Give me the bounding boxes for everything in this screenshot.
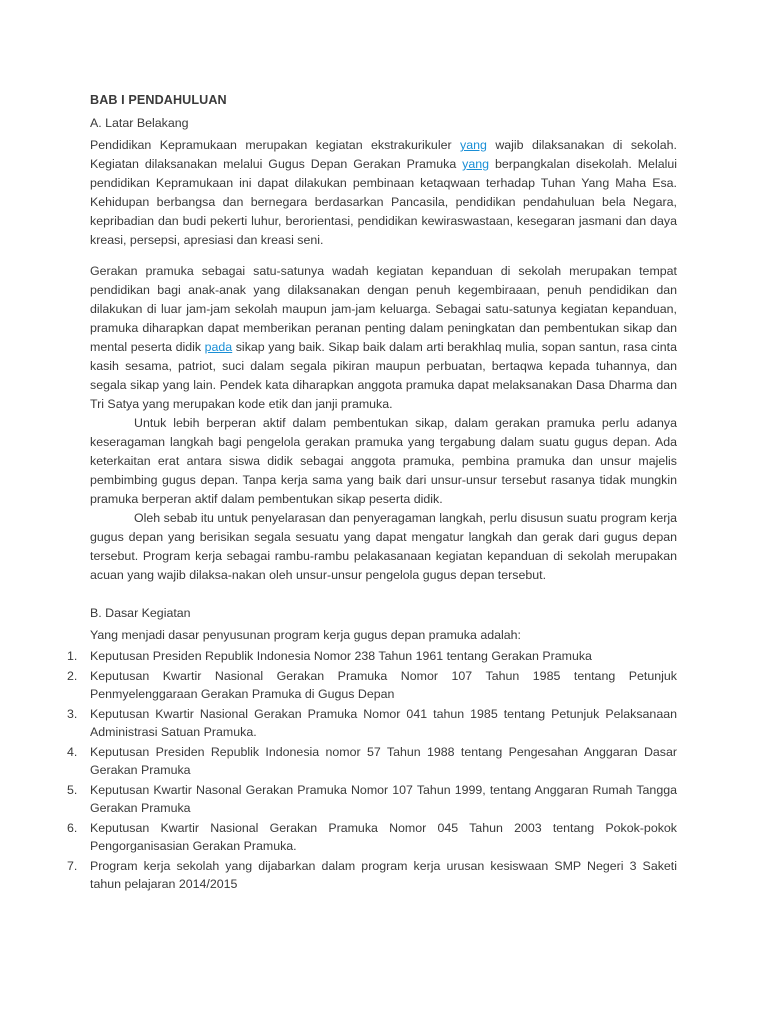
list-item <box>67 667 677 704</box>
list-item <box>67 705 677 742</box>
list-item-text: Keputusan Kwartir Nasional Gerakan Pramuka Nomor 045 Tahun 2003 tentang Pokok-pokok Pengorganisasian Gerakan Pramuka. <box>90 820 677 853</box>
list-item-number: 1. <box>67 649 78 663</box>
paragraph-1-text-2: wajib dilaksanakan di sekolah. Kegiatan dilaksanakan melalui Gugus Depan Gerakan Pramuka <box>90 138 677 171</box>
list-item <box>67 857 677 894</box>
list-item-text: Keputusan Presiden Republik Indonesia Nomor 238 Tahun 1961 tentang Gerakan Pramuka <box>90 649 592 663</box>
list-intro: Yang menjadi dasar penyusunan program kerja gugus depan pramuka adalah: <box>90 628 521 642</box>
section-heading-latar-belakang: A. Latar Belakang <box>90 116 189 130</box>
chapter-title: BAB I PENDAHULUAN <box>90 93 227 107</box>
paragraph-1-text-3: berpangkalan disekolah. Melalui pendidikan Kepramukaan ini dapat dilakukan pembinaan ketaqwaan terhadap Tuhan Yang Maha Esa. Kehidupan berbangsa dan bernegara berdasarkan Pancasila, pendidikan pendahuluan bela Negara, kepribadian dan budi pekerti luhur, berorientasi, pendidikan kewiraswastaan, kesegaran jasmani dan daya kreasi, persepsi, apresiasi dan kreasi seni. <box>90 157 677 247</box>
list-item-number: 7. <box>67 858 78 873</box>
list-item <box>67 781 677 818</box>
list-item <box>67 647 677 666</box>
dasar-kegiatan-list <box>67 647 677 894</box>
paragraph-2-text-1: Gerakan pramuka sebagai satu-satunya wadah kegiatan kepanduan di sekolah merupakan tempat pendidikan bagi anak-anak yang dilaksanakan dengan penuh kegembiraaan, penuh pendidikan dan dilakukan di luar jam-jam sekolah maupun jam-jam keluarga. Sebagai satu-satunya kegiatan kepanduan, pramuka diharapkan dapat memberikan peranan penting dalam peningkatan dan pembentukan sikap dan mental peserta didik <box>90 264 677 354</box>
link-yang-2[interactable]: yang <box>462 157 490 171</box>
list-item-text: Keputusan Kwartir Nasional Gerakan Pramuka Nomor 107 Tahun 1985 tentang Petunjuk Penmyelenggaraan Gerakan Pramuka di Gugus Depan <box>90 668 677 701</box>
list-item-number: 4. <box>67 744 78 759</box>
section-heading-dasar-kegiatan: B. Dasar Kegiatan <box>90 606 191 620</box>
paragraph-2 <box>90 262 677 414</box>
list-item-number: 5. <box>67 782 78 797</box>
list-item-text: Program kerja sekolah yang dijabarkan dalam program kerja urusan kesiswaan SMP Negeri 3 Saketi tahun pelajaran 2014/2015 <box>90 858 677 891</box>
link-yang-1[interactable]: yang <box>460 138 487 152</box>
list-item-number: 2. <box>67 668 78 683</box>
link-pada[interactable]: pada <box>204 340 233 354</box>
list-item <box>67 819 677 856</box>
paragraph-1-text-1: Pendidikan Kepramukaan merupakan kegiatan ekstrakurikuler <box>90 138 461 152</box>
paragraph-3: Untuk lebih berperan aktif dalam pembentukan sikap, dalam gerakan pramuka perlu adanya keseragaman langkah bagi pengelola gerakan pramuka yang tergabung dalam suatu gugus depan. Ada keterkaitan erat antara siswa didik sebagai anggota pramuka, pembina pramuka dan unsur majelis pembimbing gugus depan. Tanpa kerja sama yang baik dari unsur-unsur tersebut rasanya tidak mungkin pramuka berperan aktif dalam pembentukan sikap peserta didik. <box>90 416 677 506</box>
paragraph-1 <box>90 136 677 250</box>
list-item-number: 3. <box>67 706 78 721</box>
list-item-number: 6. <box>67 820 78 835</box>
document-page <box>67 93 677 895</box>
paragraph-2-text-2: sikap yang baik. Sikap baik dalam arti berakhlaq mulia, sopan santun, rasa cinta kasih sesama, patriot, suci dalam segala pikiran maupun perbuatan, bertaqwa kepada tuhannya, dan segala sikap yang lain. Pendek kata diharapkan anggota pramuka dapat melaksanakan Dasa Dharma dan Tri Satya yang merupakan kode etik dan janji pramuka. <box>90 340 677 411</box>
list-item <box>67 743 677 780</box>
list-item-text: Keputusan Presiden Republik Indonesia nomor 57 Tahun 1988 tentang Pengesahan Anggaran Dasar Gerakan Pramuka <box>90 744 677 777</box>
list-item-text: Keputusan Kwartir Nasonal Gerakan Pramuka Nomor 107 Tahun 1999, tentang Anggaran Rumah Tangga Gerakan Pramuka <box>90 782 677 815</box>
paragraph-4: Oleh sebab itu untuk penyelarasan dan penyeragaman langkah, perlu disusun suatu program kerja gugus depan yang berisikan segala sesuatu yang dapat mengatur langkah dan gerak dari gugus depan tersebut. Program kerja sebagai rambu-rambu pelakasanaan kegiatan kepanduan di sekolah merupakan acuan yang wajib dilaksa-nakan oleh unsur-unsur pengelola gugus depan tersebut. <box>90 511 677 582</box>
list-item-text: Keputusan Kwartir Nasional Gerakan Pramuka Nomor 041 tahun 1985 tentang Petunjuk Pelaksanaan Administrasi Satuan Pramuka. <box>90 706 677 739</box>
